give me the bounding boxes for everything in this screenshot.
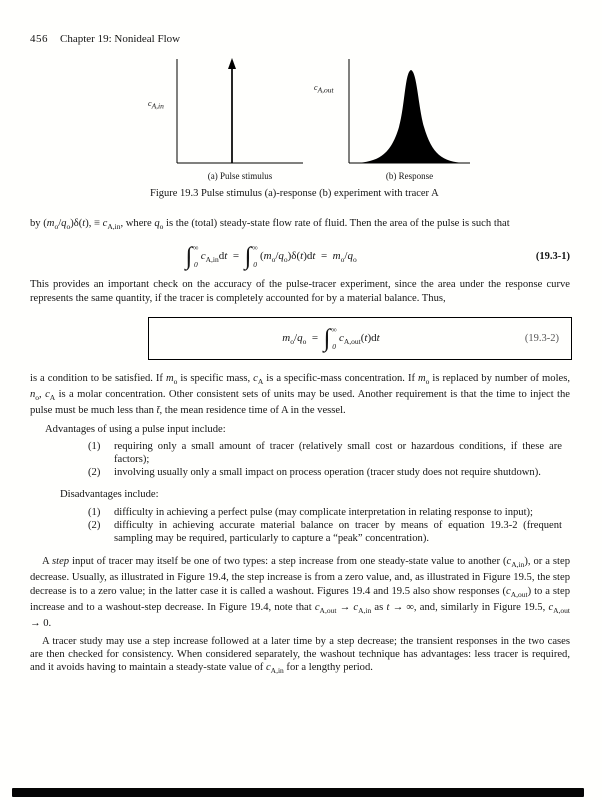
pulse-y-axis-label: $c_{A,in}$ bbox=[148, 99, 164, 111]
response-plot bbox=[314, 57, 472, 181]
response-subcaption: (b) Response bbox=[385, 171, 434, 181]
list-item-text: requiring only a small amount of tracer (relatively small cost or hazardous conditions, if these are factors); bbox=[114, 440, 562, 465]
figure-caption: Figure 19.3 Pulse stimulus (a)-response (b) experiment with tracer A bbox=[150, 188, 439, 199]
scan-artifact-bar bbox=[12, 788, 584, 797]
list-item-text: involving usually only a small impact on process operation (tracer study does not require shutdown). bbox=[114, 467, 541, 479]
advantages-heading: Advantages of using a pulse input include: bbox=[45, 423, 226, 435]
paragraph-washout: A tracer study may use a step increase followed at a later time by a step decrease; the transient responses in the two cases are then checked for consistency. When considered separately, the washout technique has advantages: less tracer is required, and it avoids having to maintain a steady-state value of $c_{A,in}$ for a lengthy period. bbox=[30, 635, 570, 676]
paragraph-pulse-area: by $(m_o/q_o)\delta(t)$, ≡ $c_{A,in}$, where $q_o$ is the (total) steady-state flow rate of fluid. Then the area of the pulse is such that bbox=[30, 218, 510, 232]
advantages-list bbox=[88, 440, 562, 480]
paragraph-units-requirement: is a condition to be satisfied. If $m_o$ is specific mass, $c_A$ is a specific-mass concentration. If $m_o$ is replaced by number of moles, $n_o$, $c_A$ is a molar concentration. Other consistent sets of units may be used. Another requirement is that the time to inject the pulse must be much less than t̄, the mean residence time of A in the vessel. bbox=[30, 372, 571, 417]
equation-19-3-1-expression: ∫ ∞ 0 $c_{A,in}dt$ = ∫ ∞ 0 $(m_o/q_o)\delta(t)dt$ = $m_o/q_o$ bbox=[185, 243, 357, 271]
list-item-number: (1) bbox=[88, 440, 101, 452]
list-item bbox=[88, 506, 562, 519]
list-item bbox=[88, 519, 562, 545]
pulse-subcaption: (a) Pulse stimulus bbox=[207, 171, 273, 181]
disadvantages-list bbox=[88, 506, 562, 546]
equation-19-3-2-box bbox=[148, 317, 572, 360]
pulse-stimulus-graphic bbox=[175, 57, 305, 169]
paragraph-accuracy-check: This provides an important check on the accuracy of the pulse-tracer experiment, since the area under the response curve represents the same quantity, if the tracer is completely accounted for by a material balance. Thus, bbox=[30, 279, 570, 304]
page-number: 456 bbox=[30, 33, 48, 45]
response-curve bbox=[355, 70, 465, 163]
paragraph-step-input: A step input of tracer may itself be one of two types: a step increase from one steady-state value to another $(c_{A,in})$, or a step decrease. Usually, as illustrated in Figure 19.4, the step increase is from a zero value, and, as illustrated in Figure 19.5, the step decrease is to a zero value; in the latter case it is called a washout. Figures 19.4 and 19.5 also show responses $(c_{A,out})$ to a step increase and to a washout-step decrease. In Figure 19.4, note that $c_{A,out} \to c_{A,in}$ as t → ∞, and, similarly in Figure 19.5, $c_{A,out} \to 0$. bbox=[30, 556, 571, 630]
response-y-axis-label: $c_{A,out}$ bbox=[314, 83, 334, 95]
chapter-title: Chapter 19: Nonideal Flow bbox=[60, 33, 181, 45]
equation-19-3-2-expression: $m_o/q_o$ = ∫ ∞ 0 $c_{A,out}(t)dt$ bbox=[282, 324, 380, 352]
figure-19-3 bbox=[0, 57, 602, 199]
list-item-text: difficulty in achieving accurate material balance on tracer by means of equation 19.3-2 (frequent sampling may be required, particularly to capture a “peak” concentration). bbox=[114, 519, 562, 544]
list-item-number: (2) bbox=[88, 519, 101, 531]
response-graphic bbox=[347, 57, 472, 169]
list-item bbox=[88, 466, 562, 479]
equation-19-3-1 bbox=[30, 243, 570, 270]
list-item-number: (2) bbox=[88, 467, 101, 479]
disadvantages-heading: Disadvantages include: bbox=[60, 489, 159, 501]
running-header bbox=[0, 0, 602, 45]
list-item-number: (1) bbox=[88, 506, 101, 518]
equation-19-3-2-label: (19.3-2) bbox=[524, 332, 559, 344]
pulse-arrow-head bbox=[228, 58, 236, 69]
figure-plots bbox=[0, 57, 602, 181]
equation-19-3-1-label: (19.3-1) bbox=[535, 251, 570, 263]
list-item-text: difficulty in achieving a perfect pulse (may complicate interpretation in relating response to input); bbox=[114, 506, 534, 518]
pulse-stimulus-plot bbox=[148, 57, 305, 181]
list-item bbox=[88, 440, 562, 466]
